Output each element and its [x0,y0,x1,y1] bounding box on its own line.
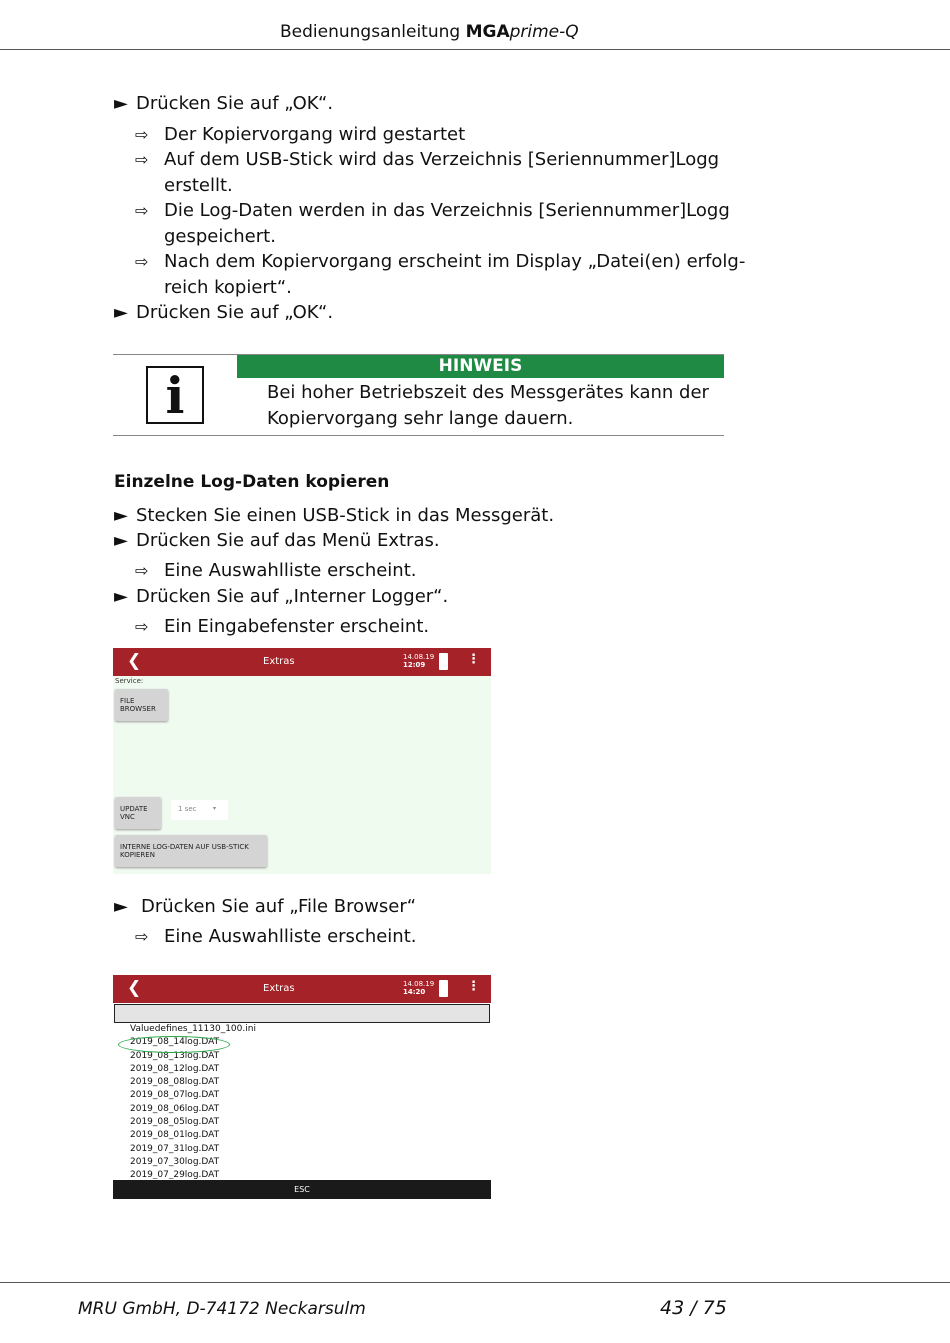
path-bar [114,1004,490,1023]
file-list-item[interactable]: 2019_08_01log.DAT [130,1130,220,1141]
overflow-menu-icon[interactable]: ⋮ [467,979,480,994]
result-arrow-icon: ⇨ [135,252,149,271]
highlight-circle [118,1036,230,1053]
header-brand: MGA [465,22,510,42]
file-list-item[interactable]: 2019_08_13log.DAT [130,1050,220,1061]
screenshot-extras-menu [113,648,491,874]
copy-logs-button[interactable]: INTERNE LOG-DATEN AUF USB-STICK KOPIEREN [115,835,267,867]
note-bottom-rule [113,435,724,436]
back-icon[interactable]: ❮ [127,651,142,671]
app-title: Extras [263,983,295,994]
result-arrow-icon: ⇨ [135,561,149,580]
update-vnc-button[interactable]: UPDATE VNC [115,797,161,829]
file-list-item[interactable]: 2019_07_31log.DAT [130,1143,220,1154]
file-list-item[interactable]: 2019_08_06log.DAT [130,1103,220,1114]
header-brand-suffix: prime-Q [509,22,579,42]
info-icon: i [146,366,204,424]
datetime: 14.08.19 14:20 [403,980,435,996]
header-prefix: Bedienungsanleitung [280,22,466,42]
service-label: Service: [115,677,144,685]
file-list-item[interactable]: 2019_07_29log.DAT [130,1170,220,1179]
overflow-menu-icon[interactable]: ⋮ [467,652,480,667]
note-text-line1: Bei hoher Betriebszeit des Messgerätes kann der [267,382,709,403]
result-arrow-icon: ⇨ [135,150,149,169]
file-list-item[interactable]: 2019_08_08log.DAT [130,1077,220,1088]
screenshot-file-browser [113,975,491,1199]
file-list-item[interactable]: Valuedefines_11130_100.ini [130,1024,256,1034]
file-list-item[interactable]: 2019_08_07log.DAT [130,1090,220,1101]
footer-company: MRU GmbH, D-74172 Neckarsulm [78,1299,366,1319]
note-text-line2: Kopiervorgang sehr lange dauern. [267,408,574,429]
datetime: 14.08.19 12:09 [403,653,435,669]
file-list-item[interactable]: 2019_08_12log.DAT [130,1063,220,1074]
file-browser-button[interactable]: FILE BROWSER [115,689,168,721]
footer-rule [0,1282,950,1283]
battery-icon [439,653,448,670]
app-title: Extras [263,656,295,667]
app-bar [113,975,491,1003]
result-arrow-icon: ⇨ [135,201,149,220]
app-bar [113,648,491,676]
result-arrow-icon: ⇨ [135,927,149,946]
result-arrow-icon: ⇨ [135,125,149,144]
note-title: HINWEIS [237,355,724,378]
file-list-item[interactable]: 2019_08_05log.DAT [130,1117,220,1128]
result-arrow-icon: ⇨ [135,617,149,636]
file-list-item[interactable]: 2019_07_30log.DAT [130,1156,220,1167]
back-icon[interactable]: ❮ [127,978,142,998]
battery-icon [439,980,448,997]
section-heading: Einzelne Log-Daten kopieren [114,472,390,492]
page-number: 43 / 75 [660,1297,727,1319]
interval-select[interactable]: 1 sec ▾ [171,800,228,820]
file-list-item[interactable]: 2019_08_14log.DAT [130,1037,220,1048]
header-rule [0,49,950,50]
esc-button[interactable]: ESC [113,1180,491,1199]
dropdown-arrow-icon: ▾ [213,805,217,812]
